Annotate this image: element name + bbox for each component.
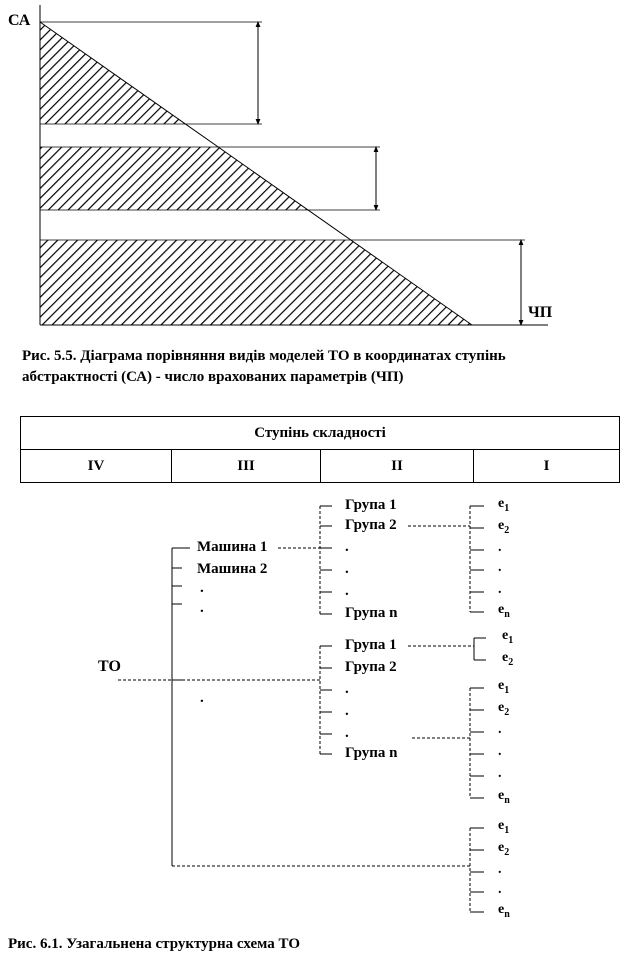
element-label: $e_n$ xyxy=(498,902,510,920)
machine-2-label: Машина 2 xyxy=(197,561,268,577)
group-n-label: Група n xyxy=(345,745,398,761)
element-label: $e_1$ xyxy=(498,818,510,836)
ellipsis-dot: . xyxy=(498,540,502,555)
ellipsis-dot: . xyxy=(200,600,204,616)
element-label: $e_n$ xyxy=(498,788,510,806)
fig55-caption-line1: Рис. 5.5. Діаграма порівняння видів моделей ТО в координатах ступінь xyxy=(22,348,506,364)
element-label: $e_1$ xyxy=(502,628,514,646)
x-axis-label: ЧП xyxy=(528,304,553,321)
ellipsis-dot: . xyxy=(498,766,502,781)
element-label: $e_2$ xyxy=(502,650,514,668)
fig55-caption-line2: абстрактності (СА) - число врахованих параметрів (ЧП) xyxy=(22,369,404,385)
ellipsis-dot: . xyxy=(200,690,204,706)
element-label: $e_n$ xyxy=(498,602,510,620)
complexity-table xyxy=(20,416,620,483)
band-1 xyxy=(40,22,480,124)
fig61-caption: Рис. 6.1. Узагальнена структурна схема ТО xyxy=(8,936,300,952)
level-cell: I xyxy=(474,450,620,483)
level-cell: II xyxy=(321,450,474,483)
element-label: $e_2$ xyxy=(498,840,510,858)
ellipsis-dot: . xyxy=(498,722,502,737)
band-3 xyxy=(40,240,480,325)
band-2 xyxy=(40,147,480,210)
ellipsis-dot: . xyxy=(345,725,349,741)
fig55-diagram xyxy=(0,0,642,330)
ellipsis-dot: . xyxy=(345,681,349,697)
ellipsis-dot: . xyxy=(345,539,349,555)
group-1-label: Група 1 xyxy=(345,497,397,513)
element-label: $e_2$ xyxy=(498,700,510,718)
level-cell: IV xyxy=(21,450,172,483)
group-2-label: Група 2 xyxy=(345,517,397,533)
ellipsis-dot: . xyxy=(200,580,204,596)
group-1-label: Група 1 xyxy=(345,637,397,653)
ellipsis-dot: . xyxy=(345,561,349,577)
element-label: $e_1$ xyxy=(498,678,510,696)
ellipsis-dot: . xyxy=(498,862,502,877)
ellipsis-dot: . xyxy=(345,703,349,719)
y-axis-label: СА xyxy=(8,12,31,29)
root-node-label: ТО xyxy=(98,658,121,675)
ellipsis-dot: . xyxy=(498,744,502,759)
ellipsis-dot: . xyxy=(345,583,349,599)
group-2-label: Група 2 xyxy=(345,659,397,675)
group-n-label: Група n xyxy=(345,605,398,621)
ellipsis-dot: . xyxy=(498,560,502,575)
ellipsis-dot: . xyxy=(498,582,502,597)
element-label: $e_1$ xyxy=(498,496,510,514)
ellipsis-dot: . xyxy=(498,882,502,897)
machine-1-label: Машина 1 xyxy=(197,539,268,555)
complexity-header: Ступінь складності xyxy=(21,417,620,450)
level-cell: III xyxy=(172,450,321,483)
element-label: $e_2$ xyxy=(498,518,510,536)
